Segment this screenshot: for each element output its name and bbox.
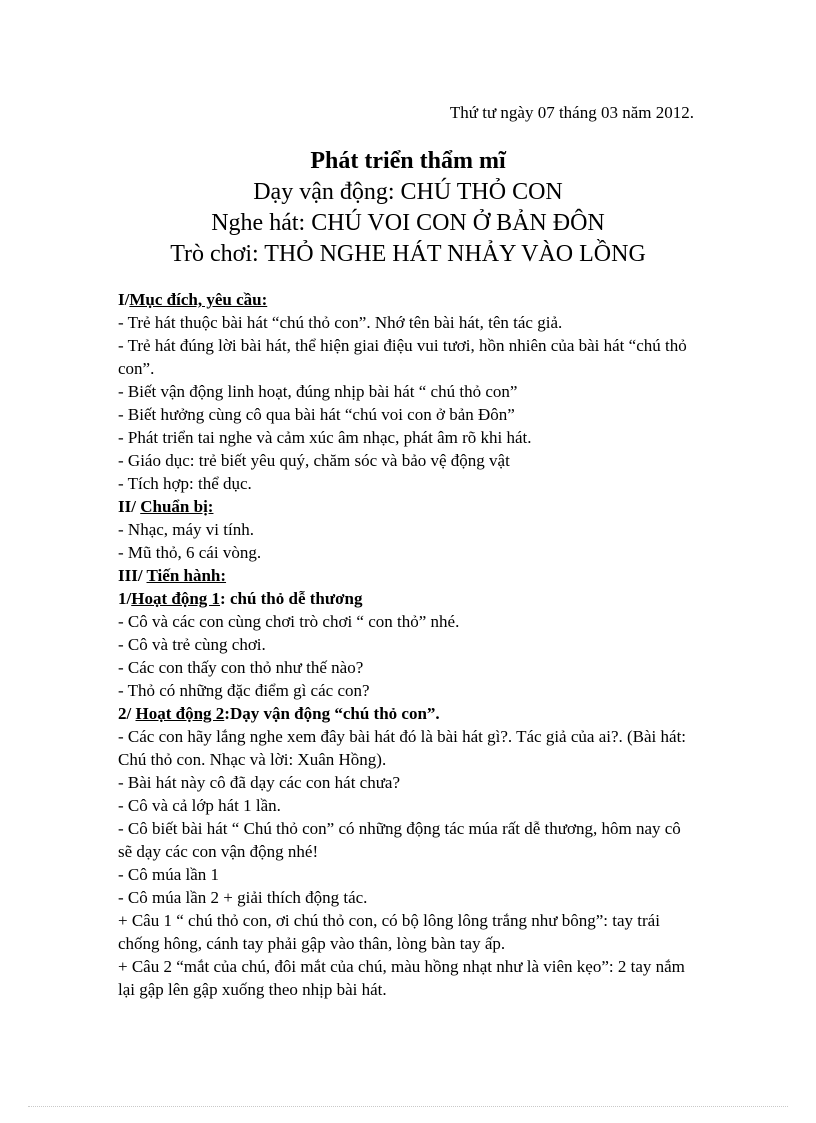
section-heading-text: Tiến hành: <box>146 566 227 585</box>
document-date: Thứ tư ngày 07 tháng 03 năm 2012. <box>449 103 694 122</box>
activity-title: : chú thỏ dễ thương <box>220 589 363 608</box>
game-title: Trò chơi: THỎ NGHE HÁT NHẢY VÀO LỒNG <box>170 241 646 267</box>
list-item: - Các con thấy con thỏ như thế nào? <box>118 658 364 677</box>
listening-title: Nghe hát: CHÚ VOI CON Ở BẢN ĐÔN <box>211 210 605 236</box>
list-item: + Câu 1 “ chú thỏ con, ơi chú thỏ con, có bộ lông lông trắng như bông”: tay trái chống hông, cánh tay phải gập vào thân, lòng bàn tay ấp. <box>118 911 660 953</box>
page-bottom-divider <box>28 1106 788 1107</box>
list-item: - Cô múa lần 2 + giải thích động tác. <box>118 888 368 907</box>
list-item: + Câu 2 “mắt của chú, đôi mắt của chú, màu hồng nhạt như là viên kẹo”: 2 tay nắm lại gập lên gập xuống theo nhịp bài hát. <box>118 957 685 999</box>
list-item: - Biết vận động linh hoạt, đúng nhịp bài hát “ chú thỏ con” <box>118 382 518 401</box>
list-item: - Nhạc, máy vi tính. <box>118 520 254 539</box>
list-item: - Thỏ có những đặc điểm gì các con? <box>118 681 370 700</box>
list-item: - Bài hát này cô đã dạy các con hát chưa? <box>118 773 401 792</box>
section-heading-preparation <box>118 495 693 518</box>
section-prefix: III/ <box>118 566 147 585</box>
list-item: - Biết hưởng cùng cô qua bài hát “chú voi con ở bản Đôn” <box>118 405 515 424</box>
list-item: - Giáo dục: trẻ biết yêu quý, chăm sóc và bảo vệ động vật <box>118 451 510 470</box>
lesson-title: Dạy vận động: CHÚ THỎ CON <box>253 179 563 205</box>
activity-prefix: 1/ <box>118 589 132 608</box>
subject-title: Phát triển thẩm mĩ <box>310 148 506 174</box>
title-block <box>0 146 816 270</box>
activity-2-heading <box>118 702 693 725</box>
activity-1-heading <box>118 587 693 610</box>
list-item: - Tích hợp: thể dục. <box>118 474 252 493</box>
list-item: - Phát triển tai nghe và cảm xúc âm nhạc, phát âm rõ khi hát. <box>118 428 532 447</box>
list-item: - Cô và trẻ cùng chơi. <box>118 635 266 654</box>
list-item: - Cô và cả lớp hát 1 lần. <box>118 796 281 815</box>
list-item: - Mũ thỏ, 6 cái vòng. <box>118 543 262 562</box>
activity-prefix: 2/ <box>118 704 136 723</box>
section-heading-text: Mục đích, yêu cầu: <box>129 290 268 309</box>
list-item: - Trẻ hát đúng lời bài hát, thể hiện giai điệu vui tươi, hồn nhiên của bài hát “chú thỏ con”. <box>118 336 687 378</box>
list-item: - Cô và các con cùng chơi trò chơi “ con thỏ” nhé. <box>118 612 460 631</box>
activity-title: :Dạy vận động “chú thỏ con”. <box>224 704 440 723</box>
activity-label: Hoạt động 2 <box>135 704 225 723</box>
section-heading-procedure <box>118 564 693 587</box>
section-prefix: I/ <box>118 290 130 309</box>
list-item: - Cô biết bài hát “ Chú thỏ con” có những động tác múa rất dễ thương, hôm nay cô sẽ dạy các con vận động nhé! <box>118 819 681 861</box>
list-item: - Các con hãy lắng nghe xem đây bài hát đó là bài hát gì?. Tác giả của ai?. (Bài hát: Chú thỏ con. Nhạc và lời: Xuân Hồng). <box>118 727 687 769</box>
list-item: - Cô múa lần 1 <box>118 865 220 884</box>
section-heading-text: Chuẩn bị: <box>140 497 214 516</box>
document-body <box>118 288 693 1001</box>
section-prefix: II/ <box>118 497 141 516</box>
section-heading-objectives <box>118 288 693 311</box>
list-item: - Trẻ hát thuộc bài hát “chú thỏ con”. Nhớ tên bài hát, tên tác giả. <box>118 313 563 332</box>
activity-label: Hoạt động 1 <box>131 589 221 608</box>
